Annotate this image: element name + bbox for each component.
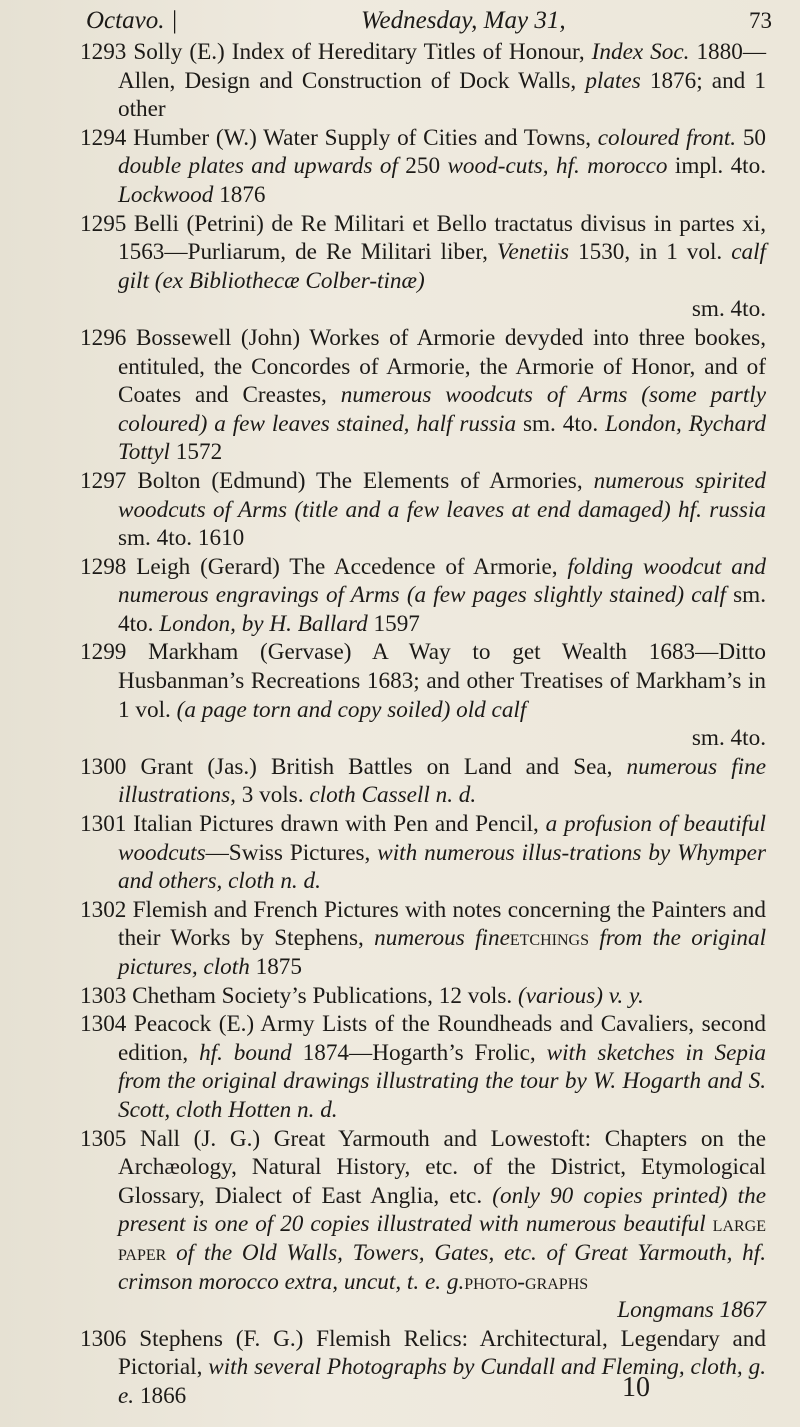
lot-italic-text: Index Soc. — [591, 39, 690, 65]
lot-italic-text: Cassell n. d. — [361, 782, 477, 809]
page-header — [86, 6, 772, 36]
lot-text: 1874—Hogarth’s Frolic, — [291, 1039, 547, 1066]
lot-entry — [80, 38, 766, 124]
lot-text: —Swiss Pictures, — [205, 839, 378, 866]
lot-number: 1295 — [80, 210, 134, 237]
lot-italic-text: Venetiis — [496, 239, 570, 266]
signature-mark: 10 — [622, 1372, 650, 1403]
section-label: Octavo. | — [86, 7, 178, 34]
lot-text: Solly (E.) Index of Hereditary Titles of Honour, — [133, 39, 592, 65]
lot-trailer: sm. 4to. — [691, 725, 766, 752]
lot-italic-text: of the Old Walls, Towers, Gates, etc. of Great Yarmouth, hf. crimson morocco extra, uncut, t. e. g. — [118, 1239, 766, 1295]
lot-italic-text: cloth — [309, 782, 356, 809]
lot-italic-text: from the original pictures, cloth — [118, 925, 767, 980]
lot-entry — [80, 982, 766, 1011]
lot-italic-text: coloured front. — [597, 124, 737, 151]
lot-italic-text: London, Rychard Tottyl — [118, 410, 766, 466]
lot-italic-text: (various) v. y. — [517, 982, 644, 1009]
page-number: 73 — [748, 8, 772, 33]
lot-entry — [80, 810, 766, 896]
lot-italic-text: numerous fine — [374, 925, 510, 952]
lot-italic-text: numerous fine illustrations, — [118, 753, 766, 809]
lot-text: 1866 — [134, 1382, 187, 1409]
lot-text: Humber (W.) Water Supply of Cities and Towns, — [133, 124, 598, 151]
lot-italic-text: numerous woodcuts of Arms (some partly coloured) a few leaves stained, half russia — [118, 382, 766, 437]
lot-number: 1304 — [80, 1011, 134, 1038]
lot-italic-text: n. d. — [280, 868, 321, 895]
lot-smallcaps-text: photo-graphs — [464, 1268, 589, 1295]
lot-text: sm. 4to. — [118, 582, 766, 637]
lot-text: 3 vols. — [235, 782, 310, 809]
lot-trailer: Longmans 1867 — [617, 1297, 766, 1324]
lot-text: Bolton (Edmund) The Elements of Armories, — [137, 467, 594, 494]
lot-smallcaps-text: large paper — [118, 1211, 766, 1266]
lot-italic-text: wood-cuts, hf. morocco — [447, 153, 668, 180]
lot-text: 250 — [397, 153, 448, 180]
lot-italic-text: calf gilt (ex Bibliothecæ Colber-tinæ) — [118, 239, 766, 294]
lot-text: Flemish and French Pictures with notes concerning the Painters and their Works by Stephens, — [118, 896, 766, 952]
lot-italic-text: plates — [585, 67, 641, 94]
lot-text: Markham (Gervase) A Way to get Wealth 1683—Ditto Husbanman’s Recreations 1683; and other Treatises of Markham’s in 1 vol. — [118, 639, 766, 723]
lot-text: impl. 4to. — [667, 153, 767, 180]
lot-entry — [80, 896, 766, 982]
lot-text: 1875 — [249, 954, 302, 980]
lot-list — [80, 38, 766, 1411]
lot-text: Leigh (Gerard) The Accedence of Armorie, — [136, 553, 568, 580]
lot-number: 1294 — [80, 124, 134, 151]
lot-number: 1306 — [80, 1325, 140, 1352]
lot-number: 1299 — [80, 639, 149, 666]
lot-italic-text: Hotten n. d. — [228, 1096, 338, 1123]
lot-number: 1301 — [80, 811, 134, 838]
lot-text: 1876; and 1 other — [118, 67, 766, 123]
sale-date: Wednesday, May 31, — [360, 7, 566, 34]
lot-text: 1572 — [169, 439, 223, 466]
lot-italic-text: London, by H. Ballard — [159, 610, 368, 637]
lot-entry — [80, 1010, 766, 1124]
lot-entry — [80, 553, 766, 639]
lot-italic-text: (only 90 copies printed) the present is one of 20 copies illustrated with numerous beautiful — [118, 1182, 766, 1238]
lot-text — [589, 925, 599, 951]
lot-text: 1880—Allen, Design and Construction of Dock Walls, — [118, 39, 767, 94]
lot-entry — [80, 210, 766, 324]
lot-entry — [80, 1325, 766, 1411]
lot-entry — [80, 467, 766, 553]
lot-entry — [80, 124, 766, 210]
lot-number: 1297 — [80, 467, 138, 494]
lot-text: Stephens (F. G.) Flemish Relics: Architectural, Legendary and Pictorial, — [118, 1325, 766, 1381]
lot-number: 1303 — [80, 982, 133, 1009]
lot-smallcaps-text: etchings — [509, 925, 589, 952]
lot-entry — [80, 1125, 766, 1325]
lot-text: Belli (Petrini) de Re Militari et Bello tractatus divisus in partes xi, 1563—Purliarum, de Re Militari liber, — [118, 210, 766, 266]
lot-number: 1305 — [80, 1125, 141, 1152]
lot-italic-text: double plates and upwards of — [118, 153, 398, 180]
lot-number: 1296 — [80, 324, 136, 351]
lot-number: 1302 — [80, 896, 133, 923]
lot-italic-text: with several Photographs by Cundall and Fleming, cloth, g. e. — [118, 1354, 766, 1409]
lot-text: Peacock (E.) Army Lists of the Roundheads and Cavaliers, second edition, — [118, 1011, 767, 1066]
lot-italic-text: with numerous illus-trations by Whymper and others, cloth — [118, 839, 766, 895]
lot-italic-text: hf. bound — [199, 1039, 292, 1066]
lot-text: Bossewell (John) Workes of Armorie devyded into three bookes, entituled, the Concordes of Armorie, the Armorie of Honor, and of Coates and Creastes, — [118, 324, 766, 409]
lot-text: 1876 — [213, 181, 266, 208]
lot-entry — [80, 753, 766, 810]
lot-italic-text: with sketches in Sepia from the original drawings illustrating the tour by W. Hogarth and S. Scott, cloth — [118, 1039, 766, 1123]
lot-entry — [80, 324, 766, 467]
lot-text: Chetham Society’s Publications, 12 vols. — [132, 982, 518, 1009]
lot-number: 1293 — [80, 39, 134, 65]
lot-text: sm. 4to. — [516, 410, 606, 437]
lot-entry — [80, 638, 766, 752]
lot-text: Italian Pictures drawn with Pen and Pencil, — [133, 811, 546, 838]
lot-text: 50 — [736, 124, 767, 151]
lot-italic-text: (a page torn and copy soiled) old calf — [176, 696, 527, 723]
lot-italic-text: a profusion of beautiful woodcuts — [118, 811, 766, 866]
lot-text: 1530, in 1 vol. — [569, 239, 732, 266]
lot-text: sm. 4to. 1610 — [118, 525, 245, 552]
lot-number: 1300 — [80, 753, 141, 780]
lot-text: 1597 — [367, 610, 420, 637]
lot-text: Grant (Jas.) British Battles on Land and Sea, — [140, 753, 627, 780]
lot-italic-text: Lockwood — [118, 181, 214, 208]
lot-text: Nall (J. G.) Great Yarmouth and Lowestoft: Chapters on the Archæology, Natural History, etc. of the District, Etymological Glossary, Dialect of East Anglia, etc. — [118, 1125, 766, 1209]
lot-number: 1298 — [80, 553, 137, 580]
lot-trailer: sm. 4to. — [691, 296, 766, 323]
lot-italic-text: folding woodcut and numerous engravings of Arms (a few pages slightly stained) calf — [118, 553, 767, 609]
lot-italic-text: numerous spirited woodcuts of Arms (title and a few leaves at end damaged) hf. russia — [118, 467, 767, 523]
